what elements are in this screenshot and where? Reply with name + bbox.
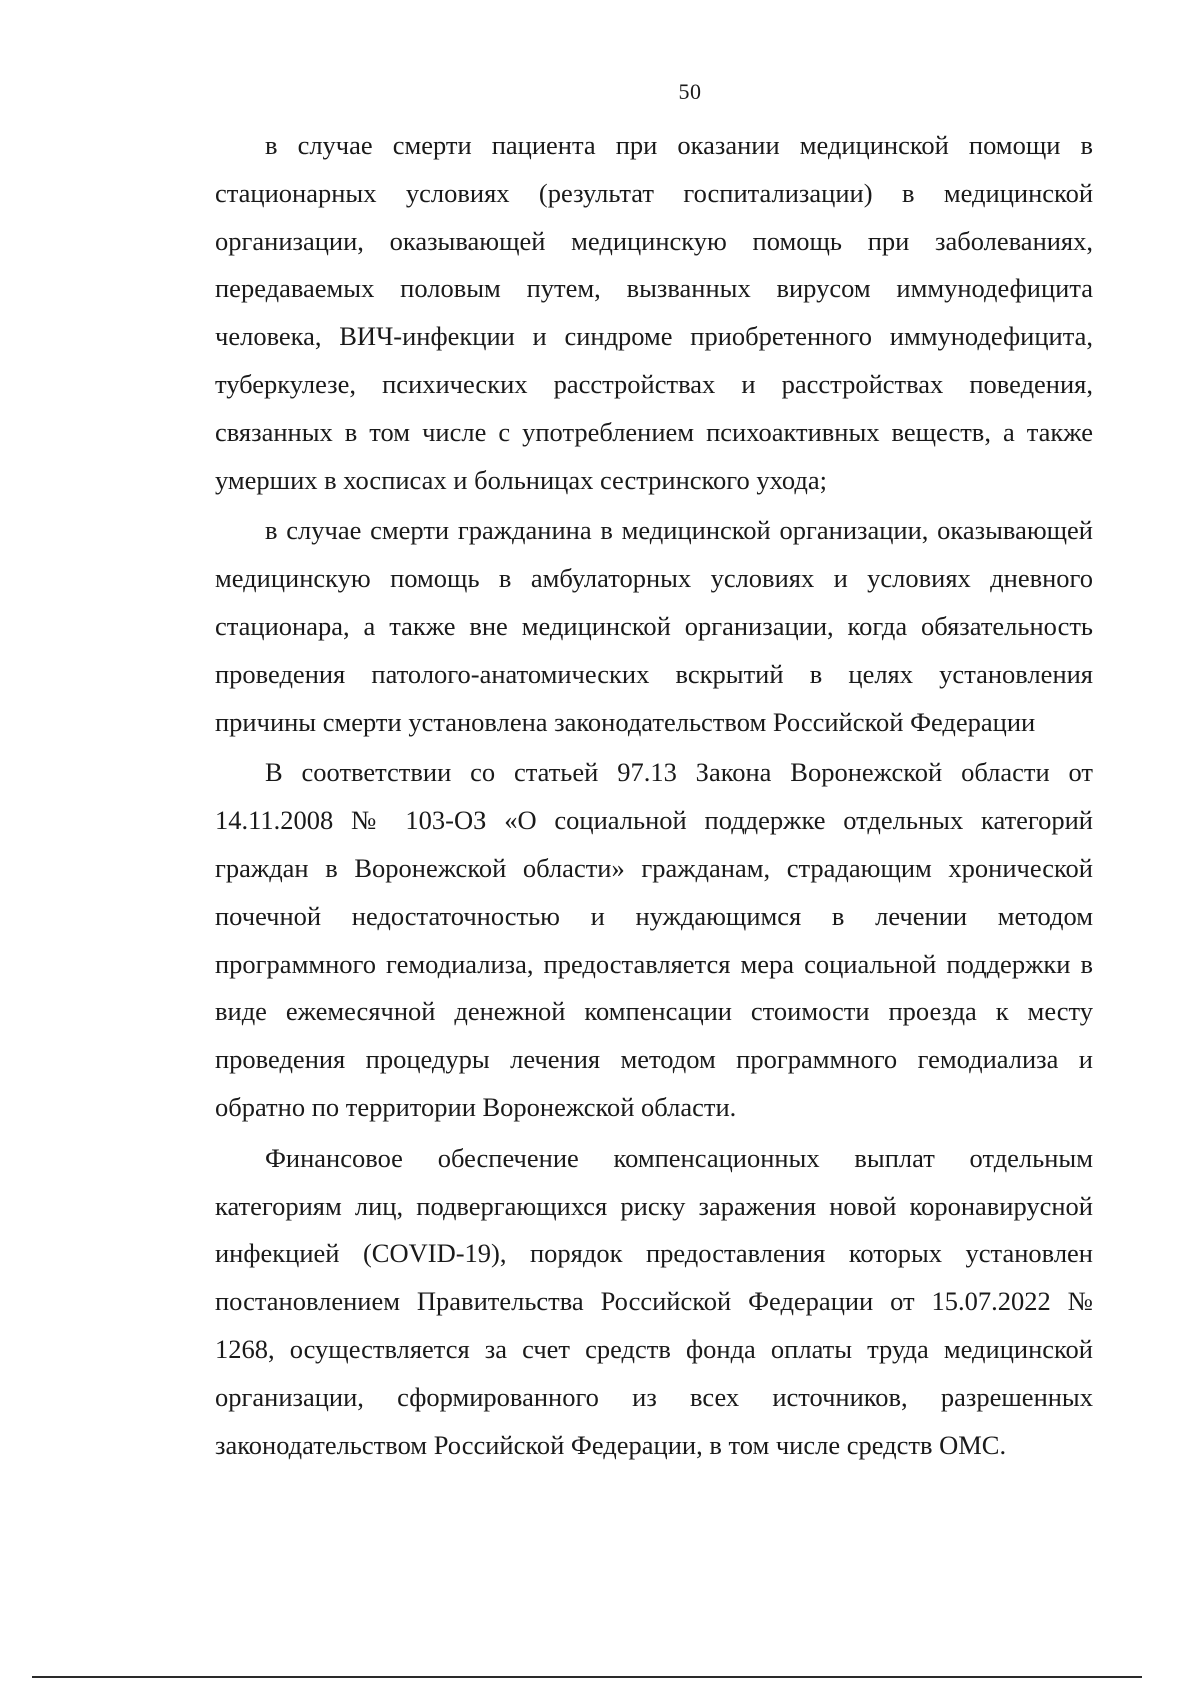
paragraph-hemodialysis-compensation: В соответствии со статьей 97.13 Закона Воронежской области от 14.11.2008 № 103-ОЗ «О социальной поддержке отдельных категорий граждан в Воронежской области» гражданам, страдающим хронической почечной недостаточностью и нуждающимся в лечении методом программного гемодиализа, предоставляется мера социальной поддержки в виде ежемесячной денежной компенсации стоимости проезда к месту проведения процедуры лечения методом программного гемодиализа и обратно по территории Воронежской области. [215, 757, 1093, 1122]
page-number: 50 [678, 79, 702, 104]
paragraph-death-inpatient: в случае смерти пациента при оказании медицинской помощи в стационарных условиях (результат госпитализации) в медицинской организации, оказывающей медицинскую помощь при заболеваниях, передаваемых половым путем, вызванных вирусом иммунодефицита человека, ВИЧ-инфекции и синдроме приобретенного иммунодефицита, туберкулезе, психических расстройствах и расстройствах поведения, связанных в том числе с употреблением психоактивных веществ, а также умерших в хосписах и больницах сестринского ухода; [215, 130, 1093, 495]
document-body [215, 122, 1093, 1472]
paragraph-death-outpatient: в случае смерти гражданина в медицинской организации, оказывающей медицинскую помощь в амбулаторных условиях и условиях дневного стационара, а также вне медицинской организации, когда обязательность проведения патолого-анатомических вскрытий в целях установления причины смерти установлена законодательством Российской Федерации [215, 515, 1093, 737]
paragraph-covid-compensation: Финансовое обеспечение компенсационных выплат отдельным категориям лиц, подвергающихся риску заражения новой коронавирусной инфекцией (COVID-19), порядок предоставления которых установлен постановлением Правительства Российской Федерации от 15.07.2022 № 1268, осуществляется за счет средств фонда оплаты труда медицинской организации, сформированного из всех источников, разрешенных законодательством Российской Федерации, в том числе средств ОМС. [215, 1142, 1093, 1460]
footer-rule [32, 1676, 1142, 1678]
